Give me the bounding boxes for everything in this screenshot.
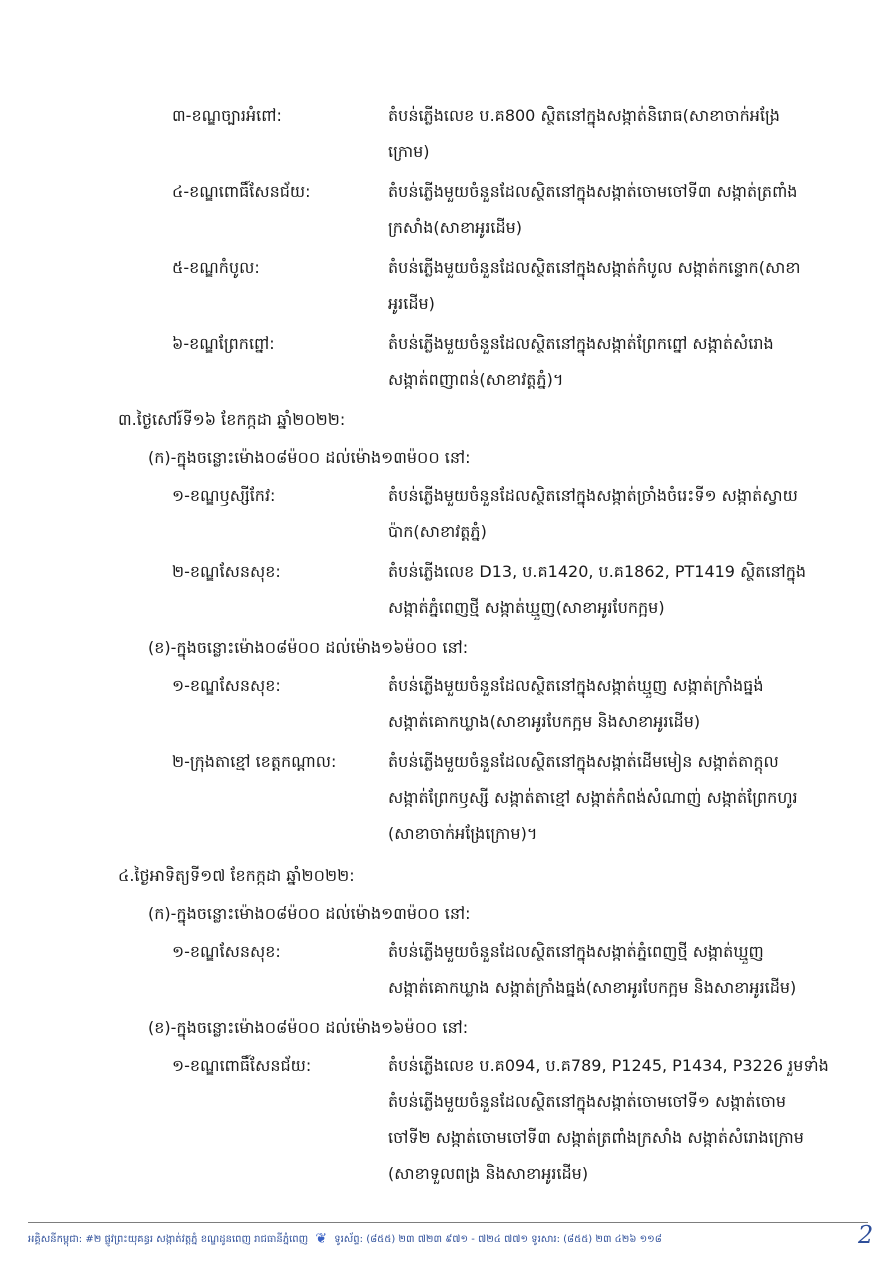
district-label: ៥-ខណ្ឌកំបូល: — [172, 258, 260, 277]
outage-area-description — [388, 478, 840, 550]
district-label: ១-ខណ្ឌឫស្សីកែវ: — [172, 486, 276, 505]
district-label: ១-ខណ្ឌសែនសុខ: — [172, 942, 281, 961]
description-line: ចៅទី២ សង្កាត់ចោមចៅទី៣ សង្កាត់ត្រពាំងក្រសាំង សង្កាត់សំរោងក្រោម — [388, 1128, 804, 1147]
district-label: ១-ខណ្ឌសែនសុខ: — [172, 676, 281, 695]
outage-area-description — [388, 744, 840, 852]
district-label: ៦-ខណ្ឌព្រែកព្នៅ: — [172, 334, 275, 353]
outage-area-description — [388, 98, 840, 170]
time-range-subheading: (ខ)-ក្នុងចន្លោះម៉ោង០៨ម៉០០ ដល់ម៉ោង១៦ម៉០០ នៅ: — [148, 638, 469, 657]
outage-area-description — [388, 250, 840, 322]
description-line: សង្កាត់ពញាពន់(សាខាវត្តភ្នំ)។ — [388, 370, 564, 389]
footer-fax: ទូរសារ: (៨៥៥) ២៣ ៤២៦ ១១៨ — [531, 1234, 662, 1245]
district-label: ២-ក្រុងតាខ្មៅ ខេត្តកណ្ដាល: — [172, 752, 337, 771]
footer-phone: ទូរស័ព្ទ: (៨៥៥) ២៣ ៧២៣ ៩៧១ - ៧២៤ ៧៧១ — [334, 1234, 529, 1245]
description-line: សង្កាត់ភ្នំពេញថ្មី សង្កាត់ឃ្មួញ(សាខាអូរបែកក្អម) — [388, 598, 665, 617]
description-line: តំបន់ភ្លើងមួយចំនួនដែលស្ថិតនៅក្នុងសង្កាត់ចោមចៅទី១ សង្កាត់ចោម — [388, 1092, 787, 1111]
description-line: សង្កាត់គោកឃ្លាង(សាខាអូរបែកក្អម និងសាខាអូរដើម) — [388, 712, 701, 731]
description-line: (សាខាទួលពង្រ និងសាខាអូរដើម) — [388, 1164, 589, 1183]
page-number: 2 — [858, 1221, 874, 1249]
description-line: តំបន់ភ្លើងមួយចំនួនដែលស្ថិតនៅក្នុងសង្កាត់ច្រាំងចំរេះទី១ សង្កាត់ស្វាយ — [388, 486, 798, 505]
time-range-subheading: (ខ)-ក្នុងចន្លោះម៉ោង០៨ម៉០០ ដល់ម៉ោង១៦ម៉០០ នៅ: — [148, 1018, 469, 1037]
footer-divider — [28, 1222, 868, 1223]
description-line: តំបន់ភ្លើងមួយចំនួនដែលស្ថិតនៅក្នុងសង្កាត់ឃ្មួញ សង្កាត់ក្រាំងធ្នង់ — [388, 676, 764, 695]
description-line: តំបន់ភ្លើងមួយចំនួនដែលស្ថិតនៅក្នុងសង្កាត់ព្រែកព្នៅ សង្កាត់សំរោង — [388, 334, 774, 353]
description-line: ក្រសាំង(សាខាអូរដើម) — [388, 218, 523, 237]
description-line: ក្រោម) — [388, 142, 430, 161]
district-label: ១-ខណ្ឌពោធិ៍សែនជ័យ: — [172, 1056, 312, 1075]
footer — [28, 1228, 868, 1251]
ede-logo-icon: ❦ — [315, 1231, 328, 1247]
description-line: តំបន់ភ្លើងលេខ ប.គ094, ប.គ789, P1245, P1434, P3226 រួមទាំង — [388, 1056, 829, 1075]
description-line: តំបន់ភ្លើងមួយចំនួនដែលស្ថិតនៅក្នុងសង្កាត់ភ្នំពេញថ្មី សង្កាត់ឃ្មួញ — [388, 942, 764, 961]
outage-area-description — [388, 668, 840, 740]
district-label: ៣-ខណ្ឌច្បារអំពៅ: — [172, 106, 282, 125]
outage-area-description — [388, 554, 840, 626]
description-line: (សាខាចាក់អង្រែក្រោម)។ — [388, 824, 538, 843]
description-line: តំបន់ភ្លើងមួយចំនួនដែលស្ថិតនៅក្នុងសង្កាត់កំបូល សង្កាត់កន្ទោក(សាខា — [388, 258, 801, 277]
time-range-subheading: (ក)-ក្នុងចន្លោះម៉ោង០៨ម៉០០ ដល់ម៉ោង១៣ម៉០០ នៅ: — [148, 448, 471, 467]
time-range-subheading: (ក)-ក្នុងចន្លោះម៉ោង០៨ម៉០០ ដល់ម៉ោង១៣ម៉០០ នៅ: — [148, 904, 471, 923]
description-line: តំបន់ភ្លើងលេខ ប.គ800 ស្ថិតនៅក្នុងសង្កាត់និរោធ(សាខាចាក់អង្រែ — [388, 106, 780, 125]
description-line: សង្កាត់ព្រែកឫស្សី សង្កាត់តាខ្មៅ សង្កាត់កំពង់សំណាញ់ សង្កាត់ព្រែកហូរ — [388, 788, 798, 807]
footer-address: អគ្គិសនីកម្ពុជា: #២ ផ្លូវព្រះយុគន្ធរ សង្កាត់វត្តភ្នំ ខណ្ឌដូនពេញ រាជធានីភ្នំពេញ — [28, 1234, 309, 1245]
description-line: អូរដើម) — [388, 294, 435, 313]
outage-area-description — [388, 326, 840, 398]
outage-area-description — [388, 174, 840, 246]
section-heading: ៣.ថ្ងៃសៅរ៍ទី១៦ ខែកក្កដា ឆ្នាំ២០២២: — [118, 410, 346, 429]
district-label: ២-ខណ្ឌសែនសុខ: — [172, 562, 281, 581]
outage-area-description — [388, 1048, 840, 1192]
district-label: ៤-ខណ្ឌពោធិ៍សែនជ័យ: — [172, 182, 311, 201]
outage-area-description — [388, 934, 840, 1006]
section-heading: ៤.ថ្ងៃអាទិត្យទី១៧ ខែកក្កដា ឆ្នាំ២០២២: — [118, 866, 355, 885]
description-line: ប៉ាក(សាខាវត្តភ្នំ) — [388, 522, 487, 541]
description-line: សង្កាត់គោកឃ្លាង សង្កាត់ក្រាំងធ្នង់(សាខាអូរបែកក្អម និងសាខាអូរដើម) — [388, 978, 797, 997]
description-line: តំបន់ភ្លើងមួយចំនួនដែលស្ថិតនៅក្នុងសង្កាត់ចោមចៅទី៣ សង្កាត់ត្រពាំង — [388, 182, 798, 201]
description-line: តំបន់ភ្លើងមួយចំនួនដែលស្ថិតនៅក្នុងសង្កាត់ដើមមៀន សង្កាត់តាក្ដុល — [388, 752, 779, 771]
description-line: តំបន់ភ្លើងលេខ D13, ប.គ1420, ប.គ1862, PT1419 ស្ថិតនៅក្នុង — [388, 562, 807, 581]
